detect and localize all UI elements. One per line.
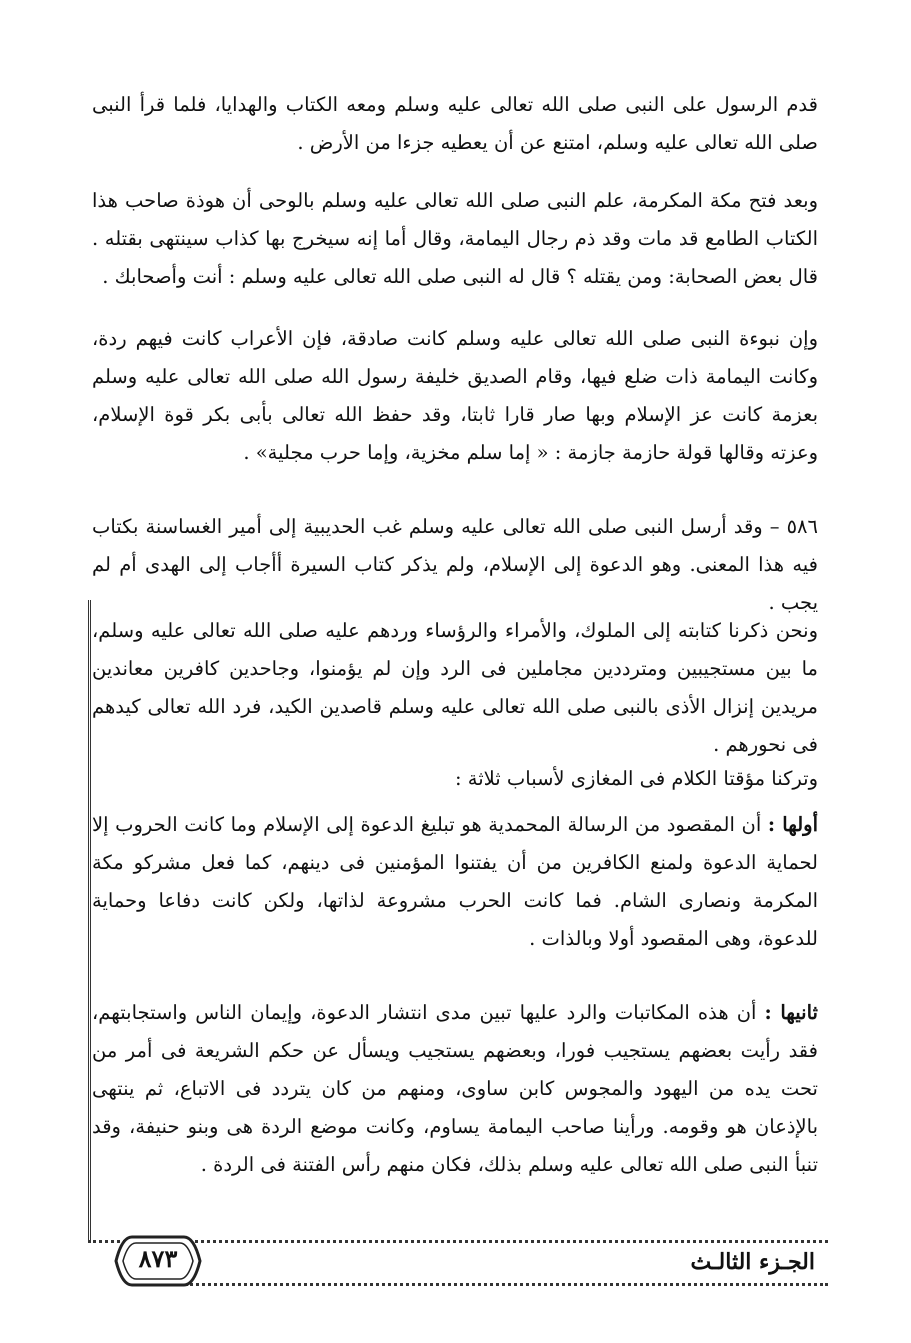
reason-two-lead: ثانيها : <box>764 1001 818 1024</box>
page-frame-left-border <box>88 600 91 1243</box>
paragraph-reason-two <box>92 994 818 1184</box>
paragraph-section-586: ٥٨٦ – وقد أرسل النبى صلى الله تعالى عليه وسلم غب الحديبية إلى أمير الغساسنة بكتاب فيه هذا المعنى. وهو الدعوة إلى الإسلام، ولم يذكر كتاب السيرة أأجاب إلى الهدى أم لم يجب . <box>92 515 818 614</box>
paragraph-hudha-letter: قدم الرسول على النبى صلى الله تعالى عليه وسلم ومعه الكتاب والهدايا، فلما قرأ النبى صلى الله تعالى عليه وسلم، امتنع عن أن يعطيه جزءا من الأرض . <box>92 93 818 154</box>
footer-volume-title: الجـزء الثالـث <box>690 1249 815 1275</box>
paragraph-three-reasons-intro: وتركنا مؤقتا الكلام فى المغازى لأسباب ثلاثة : <box>455 767 818 790</box>
paragraph-conquest-of-mecca: وبعد فتح مكة المكرمة، علم النبى صلى الله تعالى عليه وسلم بالوحى أن هوذة صاحب هذا الكتاب الطامع قد مات وقد ذم رجال اليمامة، وقال أما إنه سيخرج بها كذاب سينتهى بقتله . قال بعض الصحابة: ومن يقتله ؟ قال له النبى صلى الله تعالى عليه وسلم : أنت وأصحابك . <box>92 189 818 288</box>
footer-bottom-rule <box>185 1283 828 1286</box>
page-number: ٨٧٣ <box>138 1244 178 1273</box>
paragraph-kings-letters: ونحن ذكرنا كتابته إلى الملوك، والأمراء والرؤساء وردهم عليه صلى الله تعالى عليه وسلم، ما بين مستجيبين ومترددين مجاملين فى الرد وإن لم يؤمنوا، وجاحدين كافرين معاندين مريدين إنزال الأذى بالنبى صلى الله تعالى عليه وسلم قاصدين الكيد، فرد الله تعالى كيدهم فى نحورهم . <box>92 619 818 756</box>
reason-one-text: أن المقصود من الرسالة المحمدية هو تبليغ الدعوة إلى الإسلام وما كانت الحروب إلا لحماية الدعوة ولمنع الكافرين من أن يفتنوا المؤمنين فى دينهم، كما فعل مشركو مكة المكرمة ونصارى الشام. فما كانت الحرب مشروعة لذاتها، ولكن كانت دفاعا وحماية للدعوة، وهى المقصود أولا وبالذات . <box>92 813 818 950</box>
paragraph-reason-one <box>92 806 818 958</box>
reason-two-text: أن هذه المكاتبات والرد عليها تبين مدى انتشار الدعوة، وإيمان الناس واستجابتهم، فقد رأيت بعضهم يستجيب فورا، وبعضهم يستجيب ويسأل عن حكم الشريعة فى أمر من تحت يده من اليهود والمجوس كابن ساوى، ومنهم من كان يتردد فى الاتباع، ثم ينتهى بالإذعان هو وقومه. ورأينا صاحب اليمامة يساوم، وكانت موضع الردة هى وبنو حنيفة، وقد تنبأ النبى صلى الله تعالى عليه وسلم بذلك، فكان منهم رأس الفتنة فى الردة . <box>92 1001 818 1176</box>
reason-one-lead: أولها : <box>767 813 819 836</box>
paragraph-prophecy-ridda: وإن نبوءة النبى صلى الله تعالى عليه وسلم كانت صادقة، فإن الأعراب كانت فيهم ردة، وكانت اليمامة ذات ضلع فيها، وقام الصديق خليفة رسول الله صلى الله تعالى عليه وسلم بعزمة كانت عز الإسلام وبها صار قارا ثابتا، وقد حفظ الله تعالى بأبى بكر قوة الإسلام، وعزته وقالها قولة حازمة جازمة : « إما سلم مخزية، وإما حرب مجلية» . <box>92 327 818 464</box>
